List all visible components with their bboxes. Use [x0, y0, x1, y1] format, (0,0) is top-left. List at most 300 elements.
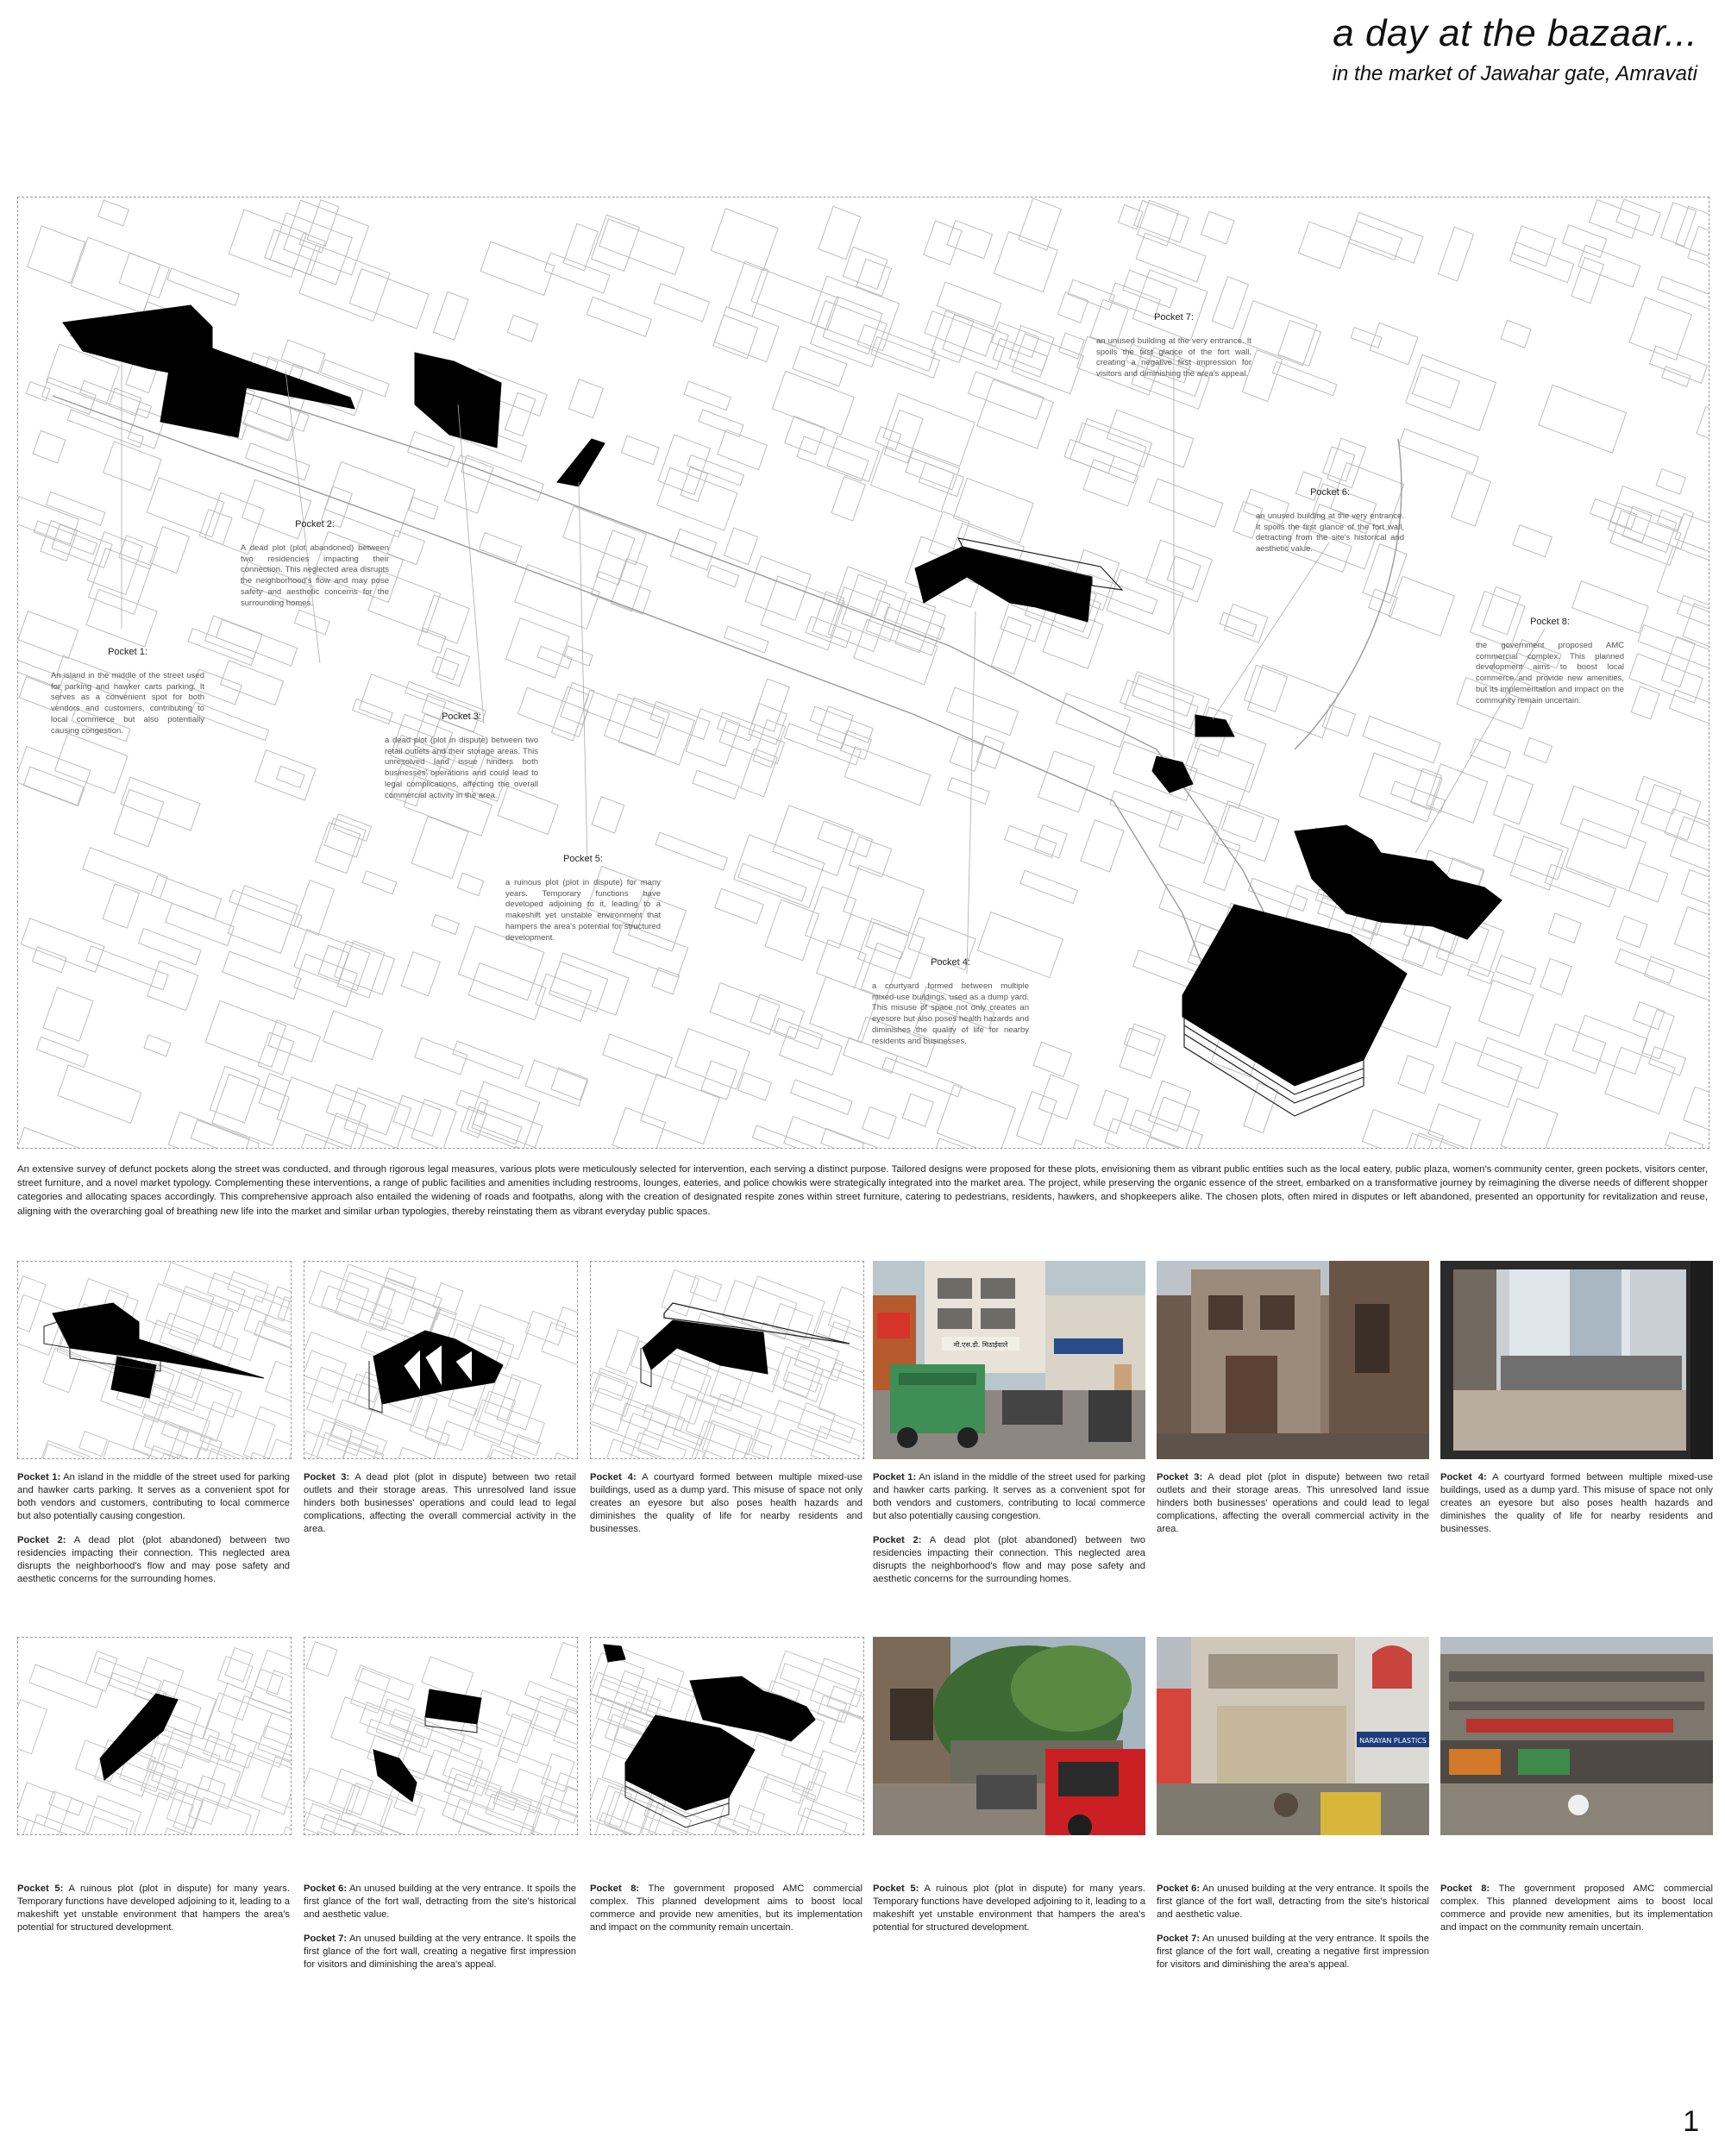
building-outline — [591, 1652, 644, 1708]
building-outline — [549, 1453, 577, 1458]
building-outline — [1159, 810, 1217, 863]
building-outline — [515, 565, 599, 630]
map-annotation-title: Pocket 4: — [931, 957, 970, 968]
caption-photo-3 — [1440, 1471, 1713, 1547]
building-outline — [1221, 805, 1264, 842]
building-outline — [684, 381, 731, 411]
building-outline — [444, 455, 493, 513]
building-outline — [542, 1753, 574, 1791]
building-outline — [550, 953, 629, 1015]
building-outline — [166, 903, 235, 945]
building-outline — [18, 1700, 47, 1754]
caption-label: Pocket 3: — [1157, 1472, 1203, 1482]
photo-pocket-3 — [1157, 1261, 1429, 1459]
caption-text: A dead plot (plot abandoned) between two residencies impacting their connection. This neglected area disrupts the neighborhood's flow and may pose safety and aesthetic concerns for the surrounding homes. — [17, 1535, 290, 1584]
building-outline — [563, 506, 647, 565]
building-outline — [1628, 862, 1667, 902]
building-outline — [846, 1748, 863, 1809]
caption-tile-1 — [17, 1471, 290, 1597]
map-annotation-text: a dead plot (plot in dispute) between two retail outlets and their storage areas. This unresolved land issue hinders both businesses' operations and could lead to legal complications, affecting the overall commercial activity in the area. — [385, 735, 538, 800]
building-outline — [1070, 423, 1146, 483]
building-outline — [168, 1112, 249, 1148]
building-outline — [47, 492, 105, 525]
building-outline — [1224, 605, 1267, 643]
caption-text: An island in the middle of the street used for parking and hawker carts parking. It serves as a convenient spot for both vendors and customers, contributing to local commerce but also potentially causing congestion. — [873, 1472, 1145, 1521]
building-outline — [561, 682, 594, 724]
building-outline — [605, 1330, 638, 1374]
building-outline — [1563, 225, 1607, 258]
caption-label: Pocket 2: — [17, 1535, 66, 1545]
building-outline — [1501, 1099, 1558, 1148]
building-outline — [1438, 227, 1473, 281]
building-outline — [701, 1061, 737, 1100]
building-outline — [417, 628, 446, 653]
caption-label: Pocket 4: — [590, 1472, 637, 1482]
building-outline — [1033, 1042, 1071, 1076]
building-outline — [432, 914, 460, 934]
building-outline — [436, 648, 469, 686]
building-outline — [686, 709, 740, 767]
building-outline — [741, 749, 778, 797]
building-outline — [294, 881, 335, 936]
building-outline — [793, 347, 847, 386]
building-outline — [798, 1403, 836, 1439]
building-outline — [52, 524, 112, 567]
building-outline — [1399, 429, 1478, 473]
building-outline — [84, 1796, 141, 1834]
building-outline — [1220, 612, 1257, 636]
building-outline — [1622, 506, 1677, 553]
building-outline — [1017, 1092, 1057, 1145]
caption-label: Pocket 5: — [873, 1883, 919, 1894]
building-outline — [713, 315, 758, 359]
caption-tile-4 — [17, 1883, 290, 1946]
building-outline — [257, 398, 310, 431]
building-outline — [810, 976, 878, 1043]
building-outline — [304, 1432, 380, 1458]
building-outline — [304, 1351, 346, 1402]
building-outline — [1470, 739, 1510, 768]
building-outline — [1513, 525, 1552, 557]
building-outline — [393, 1095, 442, 1136]
building-outline — [969, 372, 1044, 419]
caption-text: A dead plot (plot in dispute) between two retail outlets and their storage areas. This unresolved land issue hinders both businesses' operations and could lead to legal complications, affecting the overall commercial activity in the area. — [1157, 1472, 1429, 1534]
building-outline — [276, 766, 304, 787]
building-outline — [992, 322, 1039, 357]
building-outline — [1150, 479, 1223, 527]
building-outline — [307, 200, 339, 247]
building-outline — [121, 777, 200, 830]
page-title: a day at the bazaar... — [1333, 12, 1697, 54]
building-outline — [145, 1402, 210, 1458]
building-outline — [1605, 1047, 1675, 1113]
building-outline — [33, 430, 66, 463]
building-outline — [349, 269, 429, 329]
building-outline — [692, 1420, 741, 1458]
building-outline — [883, 393, 975, 466]
building-outline — [1629, 298, 1691, 360]
building-outline — [1494, 775, 1534, 824]
street-edges — [53, 335, 1402, 1025]
building-outline — [737, 1453, 814, 1458]
building-outline — [425, 1427, 449, 1446]
building-outline — [318, 945, 348, 981]
building-outline — [715, 888, 764, 924]
map-annotation-pocket-5 — [505, 853, 661, 944]
building-outline — [324, 818, 366, 857]
building-outline — [657, 467, 737, 530]
building-outline — [1616, 916, 1647, 947]
map-annotation-text: the government proposed AMC commercial complex. This planned development aims to boost local commerce and provide new amenities, but its implementation and impact on the community remain uncertain. — [1476, 640, 1624, 705]
diagram-tile-pocket-6-7 — [304, 1637, 578, 1835]
building-outline — [1096, 1147, 1133, 1148]
building-outline — [1201, 211, 1234, 244]
caption-photo-2 — [1157, 1471, 1429, 1547]
building-outline — [1631, 686, 1659, 719]
map-annotation-title: Pocket 3: — [442, 711, 481, 722]
diagram-pocket-8 — [591, 1638, 863, 1834]
building-outline — [1540, 958, 1571, 994]
diagram-tile-pocket-8 — [590, 1637, 864, 1835]
building-outline — [1428, 1104, 1480, 1148]
street-photo-ruinous-plot — [873, 1637, 1145, 1835]
map-annotation-title: Pocket 5: — [563, 854, 603, 864]
building-outline — [643, 1404, 684, 1431]
map-annotation-pocket-4 — [872, 956, 1029, 1048]
building-outline — [1578, 245, 1640, 287]
building-outline — [668, 1830, 712, 1834]
building-outline — [724, 626, 768, 653]
building-outline — [586, 297, 651, 336]
building-outline — [228, 886, 298, 954]
building-outline — [817, 940, 867, 987]
building-outline — [603, 1034, 673, 1078]
building-outline — [991, 617, 1031, 674]
building-outline — [173, 1369, 242, 1417]
building-outline — [306, 1642, 337, 1677]
building-outline — [597, 1785, 631, 1827]
building-outline — [710, 983, 780, 1035]
building-outline — [765, 899, 819, 960]
map-annotation-title: Pocket 6: — [1310, 487, 1350, 498]
building-outline — [843, 247, 887, 289]
building-outline — [18, 1127, 79, 1148]
building-outline — [1477, 1037, 1548, 1088]
building-outline — [1615, 949, 1674, 983]
building-outline — [862, 1106, 897, 1138]
building-outline — [1645, 956, 1709, 1004]
building-outline — [1670, 817, 1709, 877]
building-outline — [1649, 1047, 1686, 1076]
building-outline — [752, 1430, 830, 1458]
building-outline — [142, 1365, 234, 1442]
building-outline — [1697, 406, 1709, 449]
building-outline — [734, 835, 825, 908]
map-annotation-text: a courtyard formed between multiple mixed-use buildings, used as a dump yard. This misuse of space not only creates an eyesore but also poses health hazards and diminishes the quality of life for nearby residents and businesses. — [872, 981, 1029, 1046]
building-outline — [1081, 820, 1124, 872]
diagram-tile-pocket-3 — [304, 1261, 578, 1459]
building-outline — [498, 1714, 531, 1763]
building-outline — [1657, 547, 1709, 616]
building-outline — [1149, 1081, 1191, 1131]
building-outline — [401, 952, 440, 996]
building-outline — [1524, 737, 1552, 762]
building-outline — [329, 1769, 373, 1814]
building-outline — [243, 1407, 291, 1458]
page-number: 1 — [1683, 2105, 1699, 2138]
building-outline — [79, 1432, 108, 1457]
building-outline — [1688, 227, 1709, 283]
building-outline — [856, 259, 892, 296]
building-outline — [1413, 1133, 1483, 1148]
building-outline — [18, 1276, 46, 1332]
photo-pocket-6-7 — [1157, 1637, 1429, 1835]
building-outline — [54, 733, 128, 793]
building-outline — [218, 1657, 254, 1690]
building-outline — [687, 455, 744, 486]
building-outline — [360, 1702, 433, 1748]
building-outline — [1167, 556, 1201, 590]
photo-pocket-8 — [1440, 1637, 1713, 1835]
building-outline — [493, 1791, 518, 1810]
building-outline — [652, 968, 680, 994]
building-outline — [468, 963, 546, 1020]
building-outline — [812, 592, 844, 638]
building-outline — [1412, 367, 1459, 409]
building-outline — [817, 706, 853, 749]
map-annotation-text: a ruinous plot (plot in dispute) for many years. Temporary functions have developed adjoining to it, leading to a makeshift yet unstable environment that hampers the area's potential for structured development. — [505, 877, 661, 943]
building-outline — [218, 1683, 252, 1720]
title-block — [1333, 12, 1697, 86]
diagram-tile-pocket-1-2 — [17, 1261, 292, 1459]
building-outline — [1057, 693, 1131, 748]
map-annotation-text: an unused building at the very entrance. It spoils the first glance of the fort wall, creating a negative first impression for visitors and diminishing the area's appeal. — [1096, 335, 1251, 379]
building-outline — [895, 599, 936, 653]
building-outline — [1510, 242, 1574, 283]
building-outline — [161, 1420, 211, 1451]
building-outline — [267, 1670, 291, 1704]
building-outline — [254, 1321, 291, 1355]
photo-pocket-1-2 — [873, 1261, 1145, 1459]
building-outline — [71, 237, 160, 313]
building-outline — [1496, 956, 1536, 985]
caption-label: Pocket 1: — [873, 1472, 917, 1482]
diagram-pocket-5 — [18, 1638, 291, 1834]
building-outline — [151, 874, 222, 918]
building-outline — [304, 1803, 340, 1834]
building-outline — [1683, 604, 1709, 665]
building-outline — [1370, 323, 1418, 365]
building-outline — [772, 371, 854, 435]
building-outline — [780, 1026, 843, 1075]
building-outline — [323, 1011, 382, 1060]
building-outline — [711, 209, 778, 271]
building-outline — [150, 527, 189, 573]
building-outline — [472, 1111, 522, 1144]
building-outline — [147, 478, 224, 537]
building-outline — [1012, 334, 1083, 394]
building-outline — [1124, 1028, 1160, 1056]
building-outline — [1350, 212, 1423, 263]
shop-sign-text: NARAYAN PLASTICS — [1359, 1737, 1427, 1745]
building-outline — [1322, 705, 1355, 736]
building-outline — [98, 200, 129, 226]
caption-text: An unused building at the very entrance. It spoils the first glance of the fort wall, creating a negative first impression for visitors and diminishing the area's appeal. — [304, 1934, 576, 1970]
building-outline — [1105, 1119, 1151, 1148]
building-outline — [408, 431, 455, 467]
building-outline — [831, 477, 865, 521]
pocket-5-solid — [557, 439, 605, 486]
building-outline — [411, 1099, 456, 1148]
building-outline — [250, 1650, 291, 1724]
building-outline — [1635, 776, 1681, 814]
building-outline — [811, 276, 900, 350]
building-outline — [621, 436, 659, 465]
building-outline — [1039, 1075, 1079, 1119]
caption-text: An island in the middle of the street used for parking and hawker carts parking. It serves as a convenient spot for both vendors and customers, contributing to local commerce but also potentially causing congestion. — [17, 1472, 290, 1521]
building-outline — [254, 1669, 283, 1694]
building-outline — [738, 863, 806, 901]
map-annotation-title: Pocket 7: — [1154, 312, 1194, 323]
building-outline — [229, 890, 302, 928]
building-outline — [924, 221, 962, 265]
building-outline — [675, 1029, 750, 1090]
building-outline — [1020, 870, 1077, 903]
building-outline — [1442, 1043, 1522, 1108]
building-outline — [875, 427, 901, 450]
building-outline — [1272, 361, 1337, 395]
building-outline — [718, 712, 756, 741]
building-outline — [1390, 781, 1445, 812]
building-outline — [1214, 801, 1279, 862]
building-outline — [563, 223, 598, 271]
map-annotation-title: Pocket 1: — [108, 647, 147, 657]
building-outline — [1616, 199, 1660, 235]
caption-label: Pocket 6: — [1157, 1883, 1201, 1894]
caption-text: A courtyard formed between multiple mixed-use buildings, used as a dump yard. This misuse of space not only creates an eyesore but also poses health hazards and diminishes the quality of life for nearby residents and businesses. — [1440, 1472, 1713, 1534]
building-outline — [467, 1785, 542, 1834]
building-outline — [1494, 824, 1569, 881]
building-outline — [1572, 1015, 1647, 1074]
building-outline — [1406, 354, 1496, 430]
building-outline — [745, 556, 811, 621]
building-outline — [756, 1323, 839, 1373]
building-outline — [36, 1037, 88, 1067]
building-outline — [806, 1751, 863, 1824]
building-outline — [738, 1073, 772, 1100]
building-outline — [411, 817, 468, 879]
building-outline — [467, 1081, 540, 1148]
building-outline — [592, 797, 624, 833]
caption-label: Pocket 8: — [1440, 1883, 1490, 1894]
building-outline — [1545, 1024, 1606, 1074]
caption-photo-5 — [1157, 1883, 1429, 1983]
building-outline — [699, 410, 743, 436]
building-outline — [1038, 751, 1095, 812]
building-outline — [618, 698, 694, 765]
building-outline — [453, 1041, 523, 1078]
building-outline — [1658, 276, 1709, 315]
building-outline — [1548, 913, 1581, 943]
building-outline — [1145, 540, 1212, 602]
building-outline — [724, 528, 758, 565]
building-outline — [1571, 257, 1604, 303]
building-outline — [294, 610, 329, 635]
building-outline — [128, 408, 165, 448]
map-annotation-pocket-1 — [51, 646, 204, 737]
building-outline — [139, 929, 201, 965]
building-outline — [783, 1357, 823, 1392]
building-outline — [294, 954, 358, 1006]
map-annotation-pocket-6 — [1256, 486, 1404, 555]
building-outline — [1633, 1002, 1665, 1030]
building-outline — [229, 210, 306, 278]
building-outline — [866, 923, 909, 960]
building-outline — [426, 1750, 491, 1796]
building-outline — [1136, 233, 1206, 282]
building-outline — [144, 1035, 171, 1056]
building-outline — [1684, 1087, 1709, 1138]
building-outline — [551, 1068, 587, 1100]
page-subtitle: in the market of Jawahar gate, Amravati — [1332, 62, 1697, 85]
building-outline — [190, 1797, 251, 1834]
building-outline — [1641, 785, 1701, 841]
building-outline — [1662, 367, 1690, 387]
building-outline — [761, 576, 844, 650]
building-outline — [1057, 292, 1088, 323]
building-outline — [1638, 625, 1709, 671]
building-outline — [261, 1439, 291, 1458]
building-outline — [1005, 825, 1057, 857]
building-outline — [870, 447, 954, 511]
building-outline — [43, 987, 93, 1041]
building-outline — [775, 1430, 859, 1458]
building-outline — [29, 1664, 103, 1708]
map-linework — [18, 198, 1709, 1148]
building-outline — [831, 1363, 863, 1393]
building-outline — [187, 1447, 226, 1458]
building-outline — [167, 268, 239, 305]
shop-sign-text: मी.एस.डी. मिठाईवाले — [953, 1341, 1008, 1349]
pocket-8-cluster — [1295, 825, 1502, 939]
building-outline — [255, 750, 316, 801]
building-outline — [1019, 198, 1061, 250]
building-outline — [481, 1445, 530, 1458]
photo-pocket-5 — [873, 1637, 1145, 1835]
map-annotation-pocket-7 — [1096, 311, 1251, 380]
building-outline — [28, 226, 85, 284]
caption-tile-3 — [590, 1471, 862, 1547]
building-outline — [277, 1077, 366, 1147]
building-outline — [86, 946, 168, 990]
intro-paragraph: An extensive survey of defunct pockets along the street was conducted, and through rigorous legal measures, various plots were meticulously selected for intervention, each serving a distinct purpose. Tailored designs were proposed for these plots, envisioning them as vibrant public entities such as the local eatery, public plaza, women's community center, green pockets, visitors center, street furniture, and a novel market typology. Complementing these interventions, a range of public facilities and amenities including restrooms, lounges, eateries, and police chowkis were strategically integrated into the market area. The project, while preserving the organic essence of the street, embarked on a transformative journey by reimagining the diverse needs of different shopper categories and allocating spaces accordingly. This comprehensive approach also entailed the widening of roads and footpaths, along with the creation of designated respite zones within street furniture, catering to pedestrians, residents, hawkers, and shopkeepers alike. The chosen plots, often mired in disputes or left abandoned, presented an opportunity for revitalization and reuse, aligning with the overarching goal of breathing new life into the market and similar urban typologies, thereby reinstating them as vibrant everyday public spaces. — [17, 1164, 1708, 1217]
diagram-pocket-6-7 — [304, 1638, 577, 1834]
caption-text: An unused building at the very entrance. It spoils the first glance of the fort wall, detracting from the site's historical and aesthetic value. — [1157, 1883, 1429, 1920]
building-outline — [362, 871, 397, 894]
building-outline — [23, 767, 84, 805]
building-outline — [244, 1295, 291, 1350]
building-outline — [1501, 320, 1531, 348]
building-outline — [337, 941, 385, 998]
map-annotation-title: Pocket 8: — [1530, 617, 1570, 627]
building-outline — [479, 533, 521, 563]
building-outline — [656, 832, 727, 870]
building-outline — [925, 1138, 995, 1148]
building-outline — [1094, 1090, 1128, 1133]
caption-text: A dead plot (plot in dispute) between two retail outlets and their storage areas. This unresolved land issue hinders both businesses' operations and could lead to legal complications, affecting the overall commercial activity in the area. — [304, 1472, 576, 1534]
building-outline — [785, 416, 825, 454]
pocket-3-solid — [415, 353, 501, 448]
